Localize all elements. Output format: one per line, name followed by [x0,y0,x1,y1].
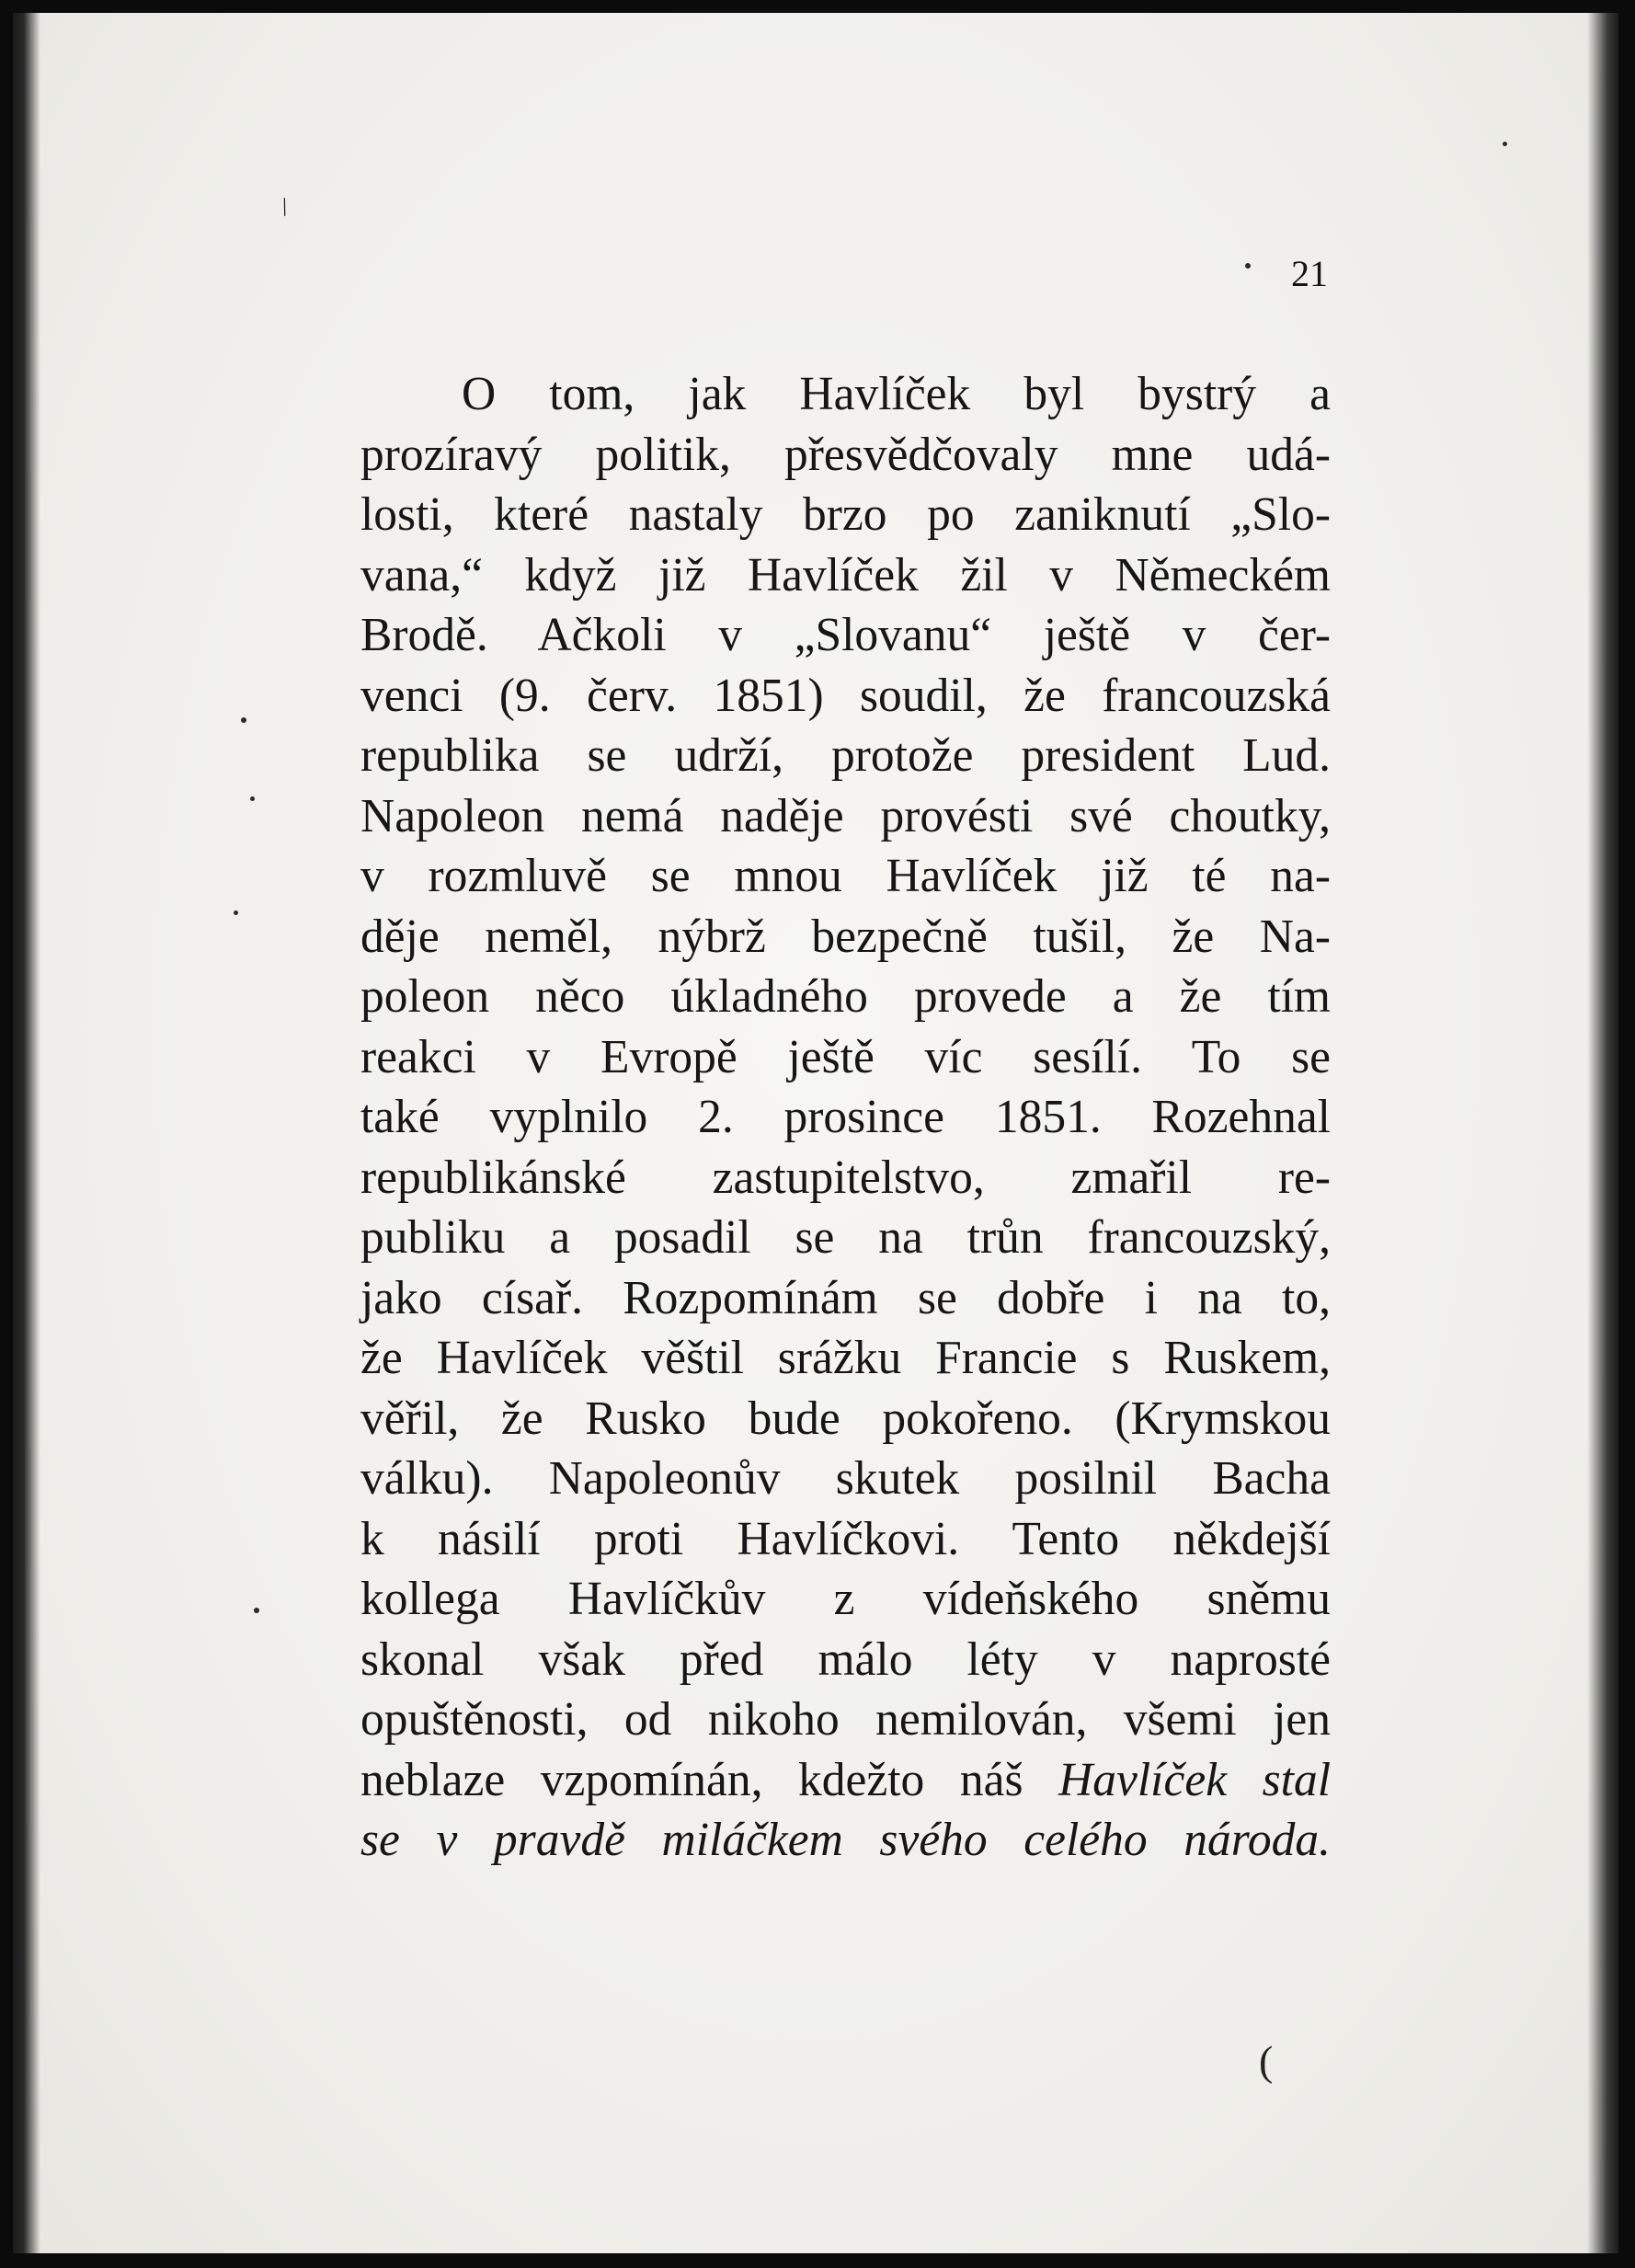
text-line: také vyplnilo 2. prosince 1851. Rozehnal [360,1091,1331,1143]
text-line: reakci v Evropě ještě víc sesílí. To se [360,1030,1331,1083]
speck [1503,142,1507,146]
text-line-italic: se v pravdě miláčkem svého celého národa. [360,1814,1331,1866]
page-edge-left [13,13,40,2253]
speck [254,1608,259,1613]
text-line: republika se udrží, protože president Lud. [360,729,1331,782]
speck [241,717,246,723]
text-line: vana,“ když již Havlíček žil v Německém [360,548,1331,601]
speck [1245,263,1251,269]
text-line: k násilí proti Havlíčkovi. Tento někdejší [360,1512,1331,1565]
text-line: poleon něco úkladného provede a že tím [360,970,1331,1023]
text-line: Napoleon nemá naděje provésti své choutky, [360,789,1331,842]
text-line: Brodě. Ačkoli v „Slovanu“ ještě v čer- [360,609,1331,661]
text-line: skonal však před málo léty v naprosté [360,1632,1331,1686]
text-line: jako císař. Rozpomínám se dobře i na to, [360,1271,1331,1324]
text-line: prozíravý politik, přesvědčovaly mne udá- [360,428,1331,481]
text-line: věřil, že Rusko bude pokořeno. (Krymskou [360,1392,1331,1445]
pencil-mark: / [276,192,293,223]
body-text [360,364,1331,1871]
text-line: opuštěnosti, od nikoho nemilován, všemi jen [360,1693,1331,1746]
text-line-italic-part: Havlíček stal [1058,1753,1332,1806]
speck [234,911,238,915]
text-line: v rozmluvě se mnou Havlíček již té na- [360,850,1331,902]
text-line: kollega Havlíčkův z vídeňského sněmu [360,1573,1331,1625]
text-line: republikánské zastupitelstvo, zmařil re- [360,1151,1331,1204]
page-number: 21 [1291,253,1328,294]
corner-bracket-mark: ( [1259,2037,1274,2084]
text-line: losti, které nastaly brzo po zaniknutí „Slo- [360,488,1331,541]
text-line: publiku a posadil se na trůn francouzský, [360,1211,1331,1264]
text-line-plain-part: neblaze vzpomínán, kdežto náš [360,1753,1059,1806]
speck [250,796,255,801]
text-line: že Havlíček věštil srážku Francie s Ruskem, [360,1332,1331,1384]
page-edge-right [1587,13,1618,2253]
text-line: O tom, jak Havlíček byl bystrý a [462,368,1331,420]
text-line: děje neměl, nýbrž bezpečně tušil, že Na- [360,910,1331,963]
book-page [13,13,1618,2253]
text-line: venci (9. červ. 1851) soudil, že francouzská [360,669,1331,722]
text-line: válku). Napoleonův skutek posilnil Bacha [360,1452,1331,1505]
text-line-mixed [360,1750,1331,1811]
